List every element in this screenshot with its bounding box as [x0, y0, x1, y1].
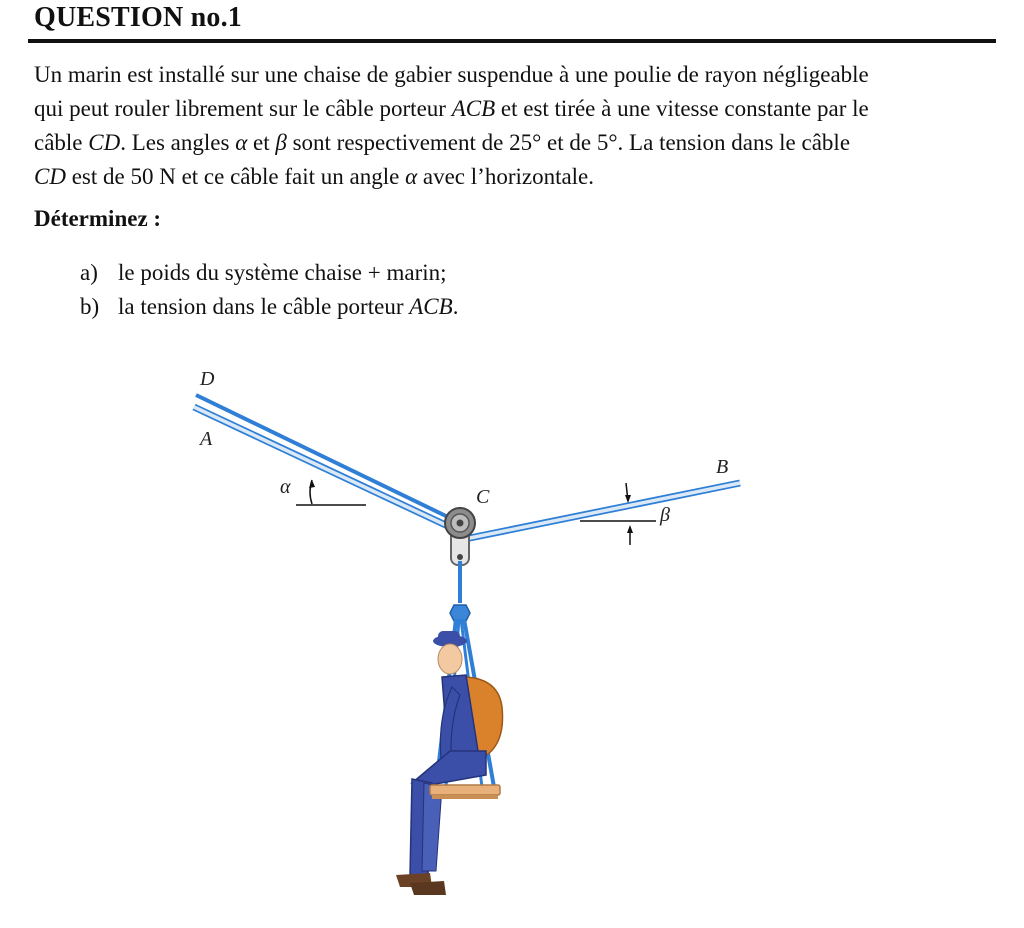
- hanger-hook: [450, 605, 470, 621]
- cable-cd-ref: CD: [88, 130, 121, 155]
- cable-cd-ref: CD: [34, 164, 66, 189]
- pulley-diagram: [160, 355, 760, 915]
- statement-text: . Les angles: [120, 130, 236, 155]
- statement-text: qui peut rouler librement sur le câble porteur: [34, 96, 452, 121]
- label-beta: β: [660, 504, 670, 526]
- label-alpha: α: [280, 476, 291, 498]
- title-rule: [28, 39, 996, 43]
- statement-text: et est tirée à une vitesse constante par le: [495, 96, 869, 121]
- cable-acb-ref: ACB: [451, 96, 496, 121]
- task-item-a: [80, 256, 458, 290]
- statement-text: est de 50 N et ce câble fait un angle: [65, 164, 406, 189]
- alpha-symbol: α: [235, 130, 248, 155]
- statement-text: câble: [34, 130, 89, 155]
- task-list: [80, 256, 458, 324]
- cable-cb: [460, 483, 740, 540]
- task-label: b): [80, 294, 100, 319]
- pulley-figure: [160, 355, 760, 915]
- sailor-figure: [396, 631, 503, 895]
- cable-acb-ref: ACB: [409, 294, 453, 319]
- statement-text: et: [247, 130, 276, 155]
- task-item-b: [80, 290, 458, 324]
- task-text-tail: .: [452, 294, 459, 319]
- label-d: D: [200, 368, 215, 390]
- cable-ac: [194, 407, 452, 528]
- cable-dc: [196, 395, 448, 517]
- task-text: [118, 290, 458, 324]
- label-a: A: [200, 428, 213, 450]
- bosun-chair-seat: [430, 785, 500, 799]
- task-heading: Déterminez :: [34, 206, 162, 231]
- statement-text: avec l’horizontale.: [417, 164, 595, 189]
- problem-statement: [34, 58, 990, 194]
- task-label: a): [80, 260, 98, 285]
- task-text: [118, 256, 447, 290]
- alpha-symbol: α: [405, 164, 418, 189]
- label-c: C: [476, 486, 490, 508]
- statement-line-1: Un marin est installé sur une chaise de gabier suspendue à une poulie de rayon négligeable: [34, 62, 869, 87]
- task-text-main: la tension dans le câble porteur: [118, 294, 410, 319]
- statement-text: sont respectivement de 25° et de 5°. La tension dans le câble: [286, 130, 851, 155]
- task-text-main: le poids du système chaise + marin;: [118, 260, 447, 285]
- beta-symbol: β: [275, 130, 287, 155]
- question-title: QUESTION no.1: [34, 2, 242, 33]
- label-b: B: [716, 456, 729, 478]
